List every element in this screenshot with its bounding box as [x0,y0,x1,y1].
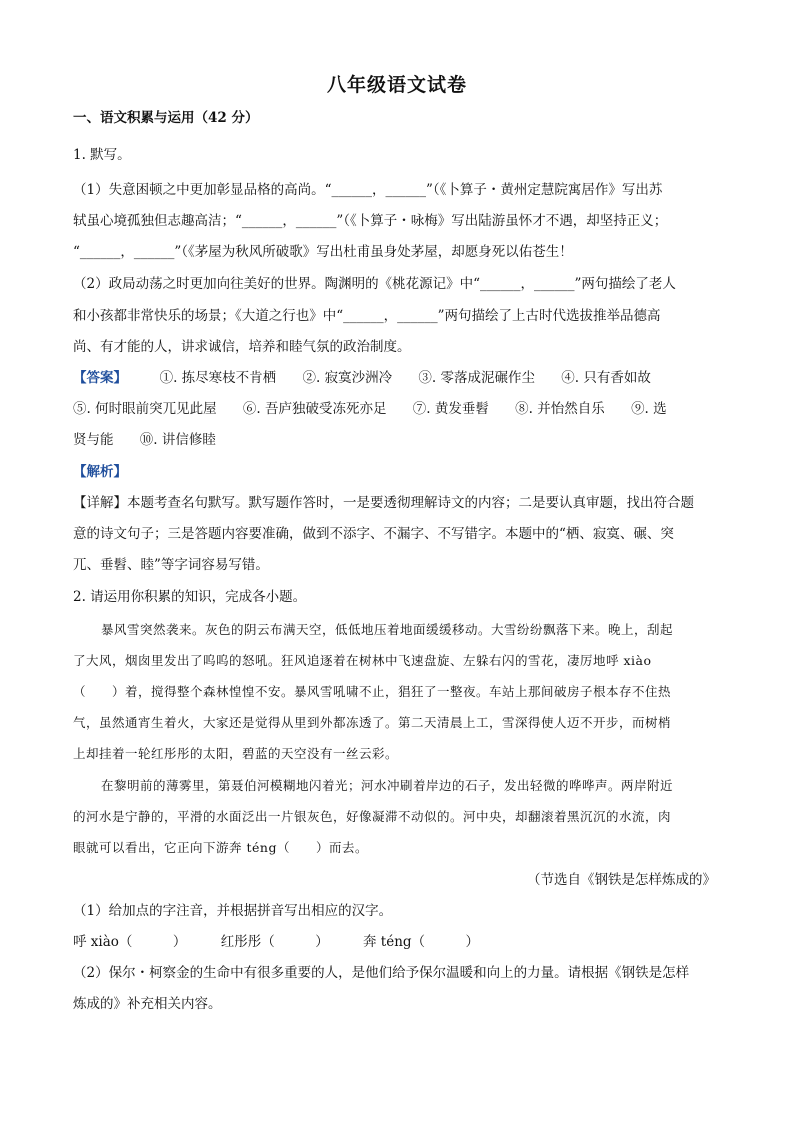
fill-blank: 呼 xiào（ ） [73,934,187,950]
answer-item: ①. 拣尽寒枝不肯栖 [159,370,277,386]
fill-blank-row [73,932,479,952]
answer-item: ③. 零落成泥碾作尘 [418,370,535,386]
question-2-stem: 2. 请运用你积累的知识，完成各小题。 [73,589,307,605]
answer-line-3 [73,430,216,450]
answer-item: ⑦. 黄发垂髫 [412,401,489,417]
page-title: 八年级语文试卷 [326,74,467,96]
answer-item: ⑧. 并怡然自乐 [515,401,605,417]
passage-line: 的河水是宁静的，平滑的水面泛出一片银灰色，好像凝滞不动似的。河中央，却翻滚着黑沉沉的水流，肉 [73,809,672,824]
q1-line: 尚、有才能的人，讲求诚信，培养和睦气氛的政治制度。 [73,339,411,355]
analysis-tag: 【解析】 [73,464,127,480]
answer-item: ④. 只有香如故 [561,370,651,386]
sub-question-2: 炼成的》补充相关内容。 [73,996,222,1012]
section-heading: 一、语文积累与运用（42 分） [73,110,259,126]
passage-line: 眼就可以看出，它正向下游奔 téng（ ）而去。 [73,840,368,855]
detail-line: 意的诗文句子；三是答题内容要准确，做到不添字、不漏字、不写错字。本题中的“栖、寂寞、碾、突 [73,526,674,542]
question-1-stem: 1. 默写。 [73,147,131,163]
q1-line: （1）失意困顿之中更加彰显品格的高尚。“______，______”（《卜算子・黄州定慧院寓居作》写出苏 [73,182,663,198]
detail-line: 兀、垂髫、睦”等字词容易写错。 [73,557,269,573]
fill-blank: 红彤彤（ ） [220,934,329,950]
answer-tag: 【答案】 [73,370,127,386]
passage-line: 上却挂着一轮红彤彤的太阳，碧蓝的天空没有一丝云彩。 [73,746,399,761]
q1-line: “______，______”（《茅屋为秋风所破歌》写出杜甫虽身处茅屋，却愿身死以佑苍生！ [73,244,573,260]
sub-question-1: （1）给加点的字注音，并根据拼音写出相应的汉字。 [73,903,393,919]
q1-line: （2）政局动荡之时更加向往美好的世界。陶渊明的《桃花源记》中“______，______”两句描绘了老人 [73,276,676,292]
passage-line: （ ）着，搅得整个森林惶惶不安。暴风雪吼啸不止，猖狂了一整夜。车站上那间破房子根本存不住热 [73,684,672,699]
passage-source: （节选自《钢铁是怎样炼成的》 [527,872,716,888]
passage-line: 了大风，烟囱里发出了呜呜的怒吼。狂风追逐着在树林中飞速盘旋、左躲右闪的雪花，凄厉地呼 xiào [73,653,652,668]
answer-line-1 [73,368,651,388]
passage-line: 暴风雪突然袭来。灰色的阴云布满天空，低低地压着地面缓缓移动。大雪纷纷飘落下来。晚上，刮起 [101,622,674,637]
passage-line: 气，虽然通宵生着火，大家还是觉得从里到外都冻透了。第二天清晨上工，雪深得使人迈不开步，而树梢 [73,715,672,730]
answer-item: 贤与能 [73,432,114,448]
answer-line-2 [73,399,667,419]
answer-item: ⑤. 何时眼前突兀见此屋 [73,401,217,417]
sub-question-2: （2）保尔・柯察金的生命中有很多重要的人，是他们给予保尔温暖和向上的力量。请根据《钢铁是怎样 [73,965,690,981]
answer-item: ⑨. 选 [631,401,667,417]
passage-line: 在黎明前的薄雾里，第聂伯河模糊地闪着光；河水冲刷着岸边的石子，发出轻微的哗哗声。两岸附近 [101,778,674,793]
q1-line: 和小孩都非常快乐的场景；《大道之行也》中“______，______”两句描绘了上古时代选拔推举品德高 [73,308,661,324]
fill-blank: 奔 téng（ ） [363,934,480,950]
answer-item: ②. 寂寞沙洲冷 [302,370,393,386]
answer-item: ⑩. 讲信修睦 [139,432,216,448]
q1-line: 轼虽心境孤独但志趣高洁；“______，______”（《卜算子・咏梅》写出陆游虽怀才不遇，却坚持正义； [73,213,668,229]
detail-line: 【详解】本题考查名句默写。默写题作答时，一是要透彻理解诗文的内容；二是要认真审题，找出符合题 [73,495,694,511]
answer-item: ⑥. 吾庐独破受冻死亦足 [242,401,387,417]
